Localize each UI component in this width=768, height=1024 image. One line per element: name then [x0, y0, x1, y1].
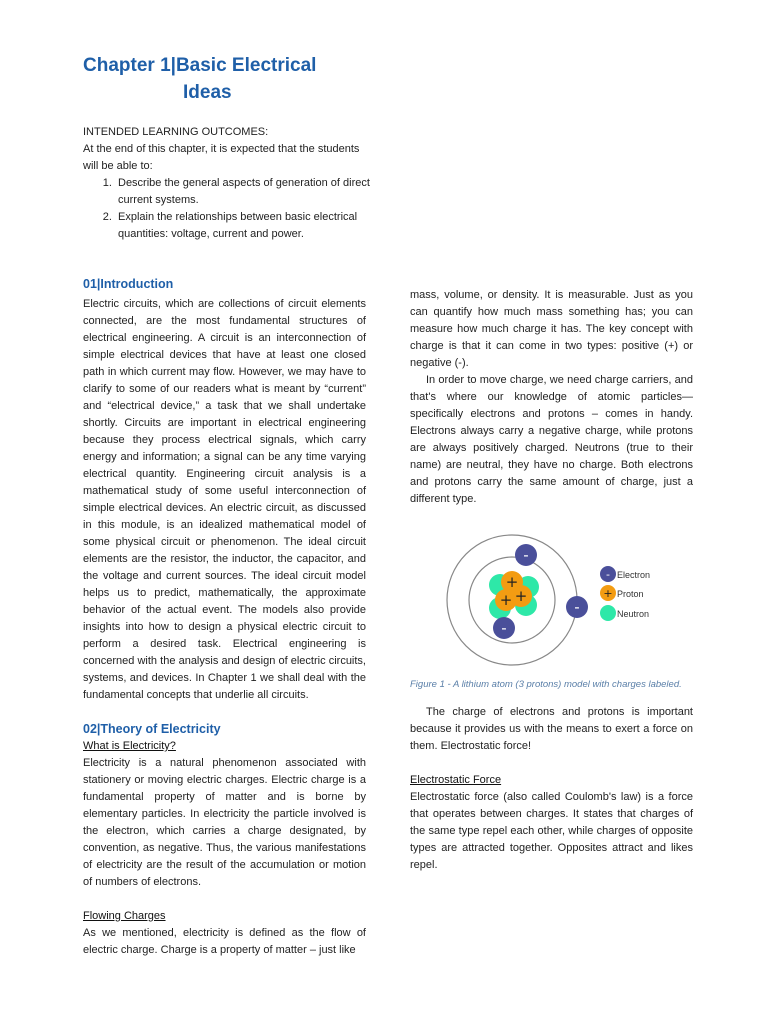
svg-text:+: + [603, 587, 613, 600]
proton-plus: + [499, 591, 513, 609]
legend-neutron-label: Neutron [617, 609, 650, 619]
what-is-electricity-body: Electricity is a natural phenomenon associated with stationery or moving electric charges. Electric charge is a fundamental property of matter and is borne by elementary particles. In electricity the particle involved is the electron, which carries a charge designated, by convention, as negative. Thus, the various manifestations of electricity are the result of the accumulation or motion of numbers of electrons. [83, 757, 366, 888]
electrostatic-force-heading: Electrostatic Force [410, 774, 502, 786]
outcomes-heading: INTENDED LEARNING OUTCOMES: [83, 126, 269, 138]
electron-minus: - [501, 619, 507, 637]
proton-plus: + [514, 587, 528, 605]
electron-minus: - [574, 598, 580, 616]
flowing-charges-heading: Flowing Charges [83, 910, 166, 922]
flowing-charges-body: As we mentioned, electricity is defined as the flow of electric charge. Charge is a property of matter – just like [83, 927, 366, 956]
charge-carriers-paragraph: In order to move charge, we need charge carriers, and that's where our knowledge of atomic particles—specifically electrons and protons – comes in handy. Electrons always carry a negative charge, while protons are always positively charged. Neutrons (true to their name) are neutral, they have no charge. Both electrons and protons carry the same amount of charge, just a different type. [410, 374, 693, 505]
charge-importance-paragraph: The charge of electrons and protons is important because it provides us with the means to exert a force on them. Electrostatic force! [410, 706, 693, 752]
lithium-atom-figure [440, 530, 670, 670]
charge-paragraph: mass, volume, or density. It is measurable. Just as you can quantify how much mass something has; you can measure how much charge it has. The key concept with charge is that it can come in two types: positive (+) or negative (-). [410, 289, 693, 369]
what-is-electricity-heading: What is Electricity? [83, 740, 176, 752]
electrostatic-force-body: Electrostatic force (also called Coulomb's law) is a force that operates between charges. It states that charges of the same type repel each other, while charges of opposite types are attracted together. Opposites attract and likes repel. [410, 791, 693, 871]
introduction-heading: 01|Introduction [83, 277, 174, 291]
legend-electron-label: Electron [617, 570, 651, 580]
outcomes-list [83, 175, 375, 243]
proton-plus: + [505, 573, 519, 591]
figure-caption: Figure 1 - A lithium atom (3 protons) model with charges labeled. [410, 679, 682, 690]
legend-proton-label: Proton [617, 589, 644, 599]
chapter-title [83, 52, 363, 106]
chapter-title-line2: Ideas [183, 82, 232, 103]
chapter-title-line1: Chapter 1|Basic Electrical [83, 55, 317, 76]
legend-neutron-swatch [600, 605, 616, 621]
learning-outcomes [83, 124, 375, 243]
left-column [83, 276, 366, 959]
outcome-item: 1. Describe the general aspects of generation of direct current systems. [115, 175, 375, 209]
right-column-bottom [410, 704, 693, 874]
svg-text:-: - [606, 568, 610, 581]
outcome-item: 2. Explain the relationships between basic electrical quantities: voltage, current and power. [115, 209, 375, 243]
right-column-top [410, 287, 693, 508]
introduction-body: Electric circuits, which are collections of circuit elements connected, are the most fundamental structures of electrical engineering. A circuit is an interconnection of simple electrical devices that have at least one closed path in which current may flow. However, we may have to clarify to some of our readers what is meant by “current” and “electrical device,” a task that we shall undertake shortly. Circuits are important in electrical engineering because they process electrical signals, which carry energy and information; a signal can be any time varying electrical quantity. Engineering circuit analysis is a mathematical study of some useful interconnection of simple electrical devices. An electric circuit, as discussed in this module, is an idealized mathematical model of some physical circuit or phenomenon. The ideal circuit elements are the resistor, the inductor, the capacitor, and the voltage and current sources. The ideal circuit model helps us to predict, mathematically, the approximate behavior of the actual event. The models also provide insights into how to design a physical electric circuit to perform a desired task. Electrical engineering is concerned with the analysis and design of electric circuits, systems, and devices. In Chapter 1 we shall deal with the fundamental concepts that underlie all circuits. [83, 298, 366, 701]
theory-heading: 02|Theory of Electricity [83, 722, 221, 736]
outcomes-intro: At the end of this chapter, it is expected that the students will be able to: [83, 143, 360, 172]
electron-minus: - [523, 546, 529, 564]
